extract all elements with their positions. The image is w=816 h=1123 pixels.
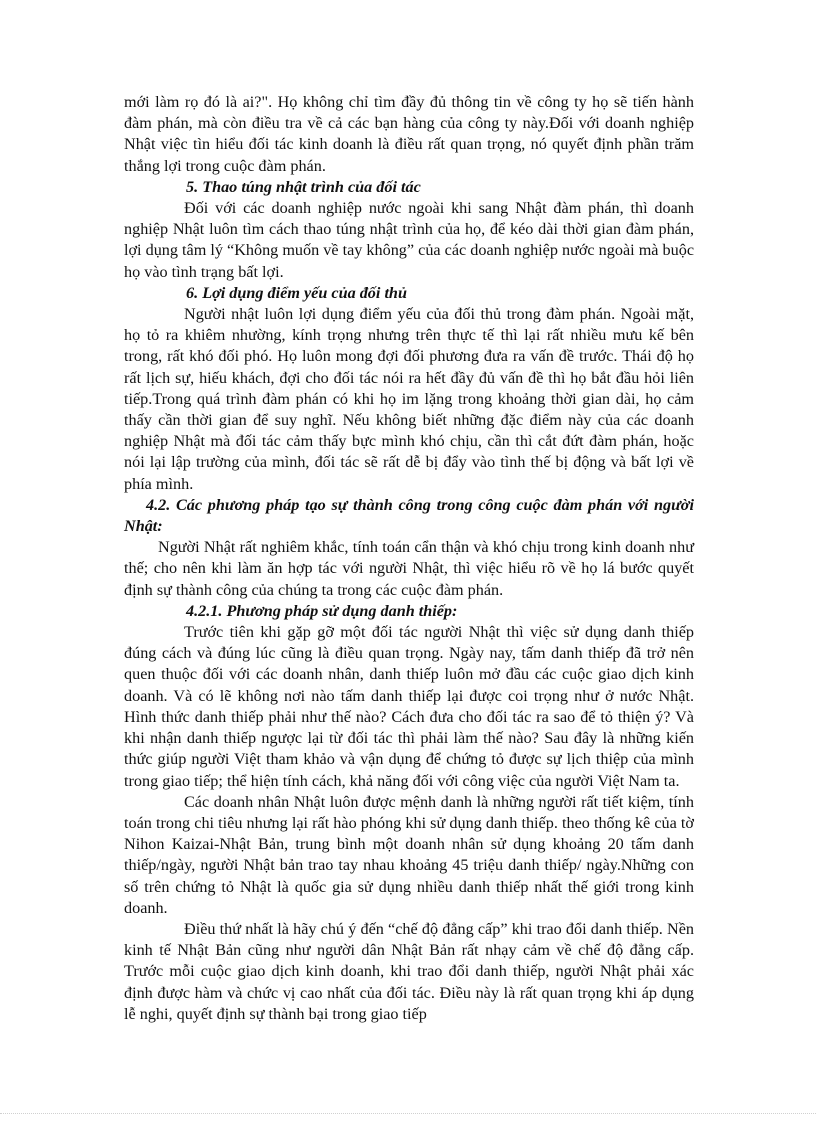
section-heading-5: 5. Thao túng nhật trình của đối tác <box>186 177 421 196</box>
paragraph-section-5: Đối với các doanh nghiệp nước ngoài khi sang Nhật đàm phán, thì doanh nghiệp Nhật luôn tìm cách thao túng nhật trình của họ, để kéo dài thời gian đàm phán, lợi dụng tâm lý “Không muốn về tay không” của các doanh nghiệp nước ngoài mà buộc họ vào tình trạng bất lợi. <box>124 199 694 281</box>
paragraph-business-card-stats: Các doanh nhân Nhật luôn được mệnh danh là những người rất tiết kiệm, tính toán trong chi tiêu nhưng lại rất hào phóng khi sử dụng danh thiếp. theo thống kê của tờ Nihon Kaizai-Nhật Bản, trung bình một doanh nhân sử dụng khoảng 20 tấm danh thiếp/ngày, người Nhật bản trao tay nhau khoảng 45 triệu danh thiếp/ ngày.Những con số trên chứng tỏ Nhật là quốc gia sử dụng nhiều danh thiếp nhất thế giới trong kinh doanh. <box>124 792 694 917</box>
paragraph-business-card-rank: Điều thứ nhất là hãy chú ý đến “chế độ đẳng cấp” khi trao đổi danh thiếp. Nền kinh tế Nhật Bản cũng như người dân Nhật Bản rất nhạy cảm về chế độ đẳng cấp. Trước mỗi cuộc giao dịch kinh doanh, khi trao đổi danh thiếp, người Nhật phải xác định được hàm và chức vị cao nhất của đối tác. Điều này là rất quan trọng khi áp dụng lễ nghi, quyết định sự thành bại trong giao tiếp <box>124 919 694 1023</box>
paragraph-intro: mới làm rọ đó là ai?". Họ không chỉ tìm đầy đủ thông tin về công ty họ sẽ tiến hành đàm phán, mà còn điều tra về cả các bạn hàng của công ty này.Đối với doanh nghiệp Nhật việc tìn hiểu đối tác kinh doanh là điều rất quan trọng, nó quyết định phần trăm thắng lợi trong cuộc đàm phán. <box>124 93 694 175</box>
paragraph-business-card-intro: Trước tiên khi gặp gỡ một đối tác người Nhật thì việc sử dụng danh thiếp đúng cách và đúng lúc cũng là điều quan trọng. Ngày nay, tấm danh thiếp đã trở nên quen thuộc đối với các doanh nhân, danh thiếp luôn mở đầu các cuộc giao dịch kinh doanh. Và có lẽ không nơi nào tấm danh thiếp lại được coi trọng như ở nước Nhật. Hình thức danh thiếp phải như thế nào? Cách đưa cho đối tác ra sao để tỏ thiện ý? Và khi nhận danh thiếp ngược lại từ đối tác thì phải làm thế nào? Sau đây là những kiến thức giúp người Việt tham khảo và vận dụng để chứng tỏ được sự lịch thiệp của mình trong giao tiếp; thể hiện tính cách, khả năng đối với công việc của người Việt Nam ta. <box>124 623 694 790</box>
section-heading-4-2-1: 4.2.1. Phương pháp sử dụng danh thiếp: <box>186 601 458 620</box>
paragraph-section-4-2: Người Nhật rất nghiêm khắc, tính toán cẩn thận và khó chịu trong kinh doanh như thế; cho nên khi làm ăn hợp tác với người Nhật, thì việc hiểu rõ về họ lá bước quyết định sự thành công của chúng ta trong các cuộc đàm phán. <box>124 538 694 599</box>
section-heading-6: 6. Lợi dụng điểm yếu của đối thủ <box>186 283 407 302</box>
section-heading-4-2: 4.2. Các phương pháp tạo sự thành công trong công cuộc đàm phán với người Nhật: <box>124 495 694 536</box>
paragraph-section-6: Người nhật luôn lợi dụng điểm yếu của đối thủ trong đàm phán. Ngoài mặt, họ tỏ ra khiêm nhường, kính trọng nhưng trên thực tế thì lại rất nhiều mưu kế bên trong, rất khó đối phó. Họ luôn mong đợi đối phương đưa ra vấn đề trước. Thái độ họ rất lịch sự, hiếu khách, đợi cho đối tác nói ra hết đầy đủ vấn đề thì họ bắt đầu hỏi liên tiếp.Trong quá trình đàm phán có khi họ im lặng trong khoảng thời gian dài, họ cảm thấy cần thời gian để suy nghĩ. Nếu không biết những đặc điểm này của các doanh nghiệp Nhật mà đối tác cảm thấy bực mình khó chịu, cần thì cắt đứt đàm phán, hoặc nói lại lập trường của mình, đối tác sẽ rất dễ bị đẩy vào tình thế bị động và bất lợi về phía mình. <box>124 305 694 493</box>
document-body <box>124 92 694 1025</box>
page-bottom-divider <box>0 1113 816 1114</box>
